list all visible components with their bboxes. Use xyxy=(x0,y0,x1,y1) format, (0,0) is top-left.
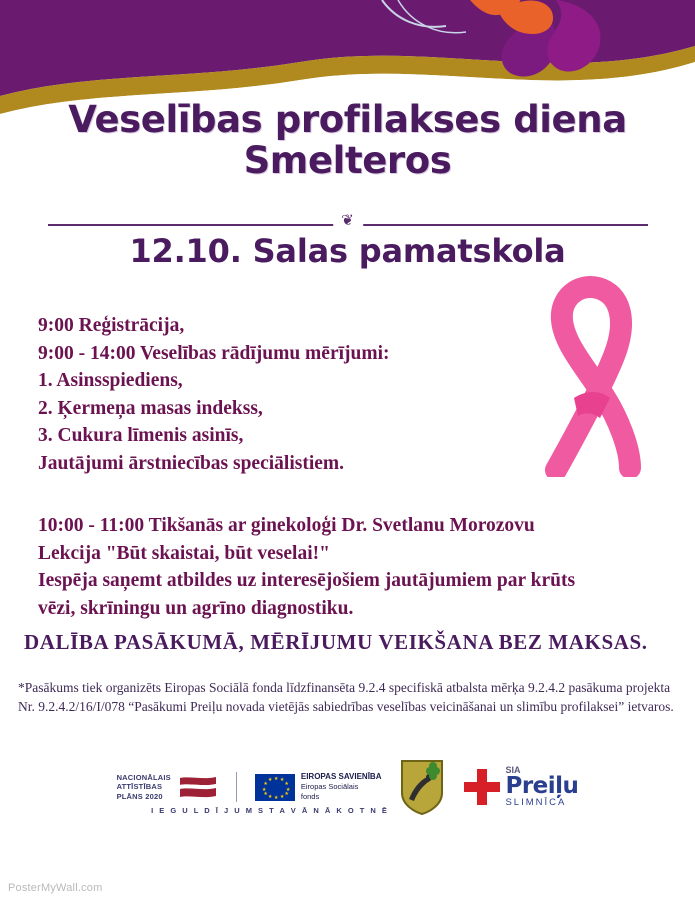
list-item: Iespēja saņemt atbildes uz interesējošiem jautājumiem par krūts xyxy=(38,570,576,591)
eu-line-3: fonds xyxy=(300,792,320,801)
lecture-block xyxy=(38,512,668,622)
hospital-logo xyxy=(463,766,578,808)
nap-line-1: NACIONĀLAIS xyxy=(116,772,171,782)
eu-flag-icon: ★ ★ ★ ★ ★ ★ ★ ★ ★ ★ ★ ★ xyxy=(255,774,295,801)
list-item: 1. Asinsspiediens, xyxy=(38,370,183,391)
hospital-name: Preiļu xyxy=(505,773,579,800)
subtitle: 12.10. Salas pamatskola xyxy=(129,232,566,270)
title-line-1: Veselības profilakses diena xyxy=(68,98,627,141)
nap-line-2: ATTĪSTĪBAS xyxy=(116,782,163,792)
list-item: Jautājumi ārstniecības speciālistiem. xyxy=(38,452,345,474)
hospital-sia: SIA xyxy=(505,765,521,776)
list-item: 9:00 Reģistrācija, xyxy=(38,315,185,336)
title-line-2: Smelteros xyxy=(243,138,452,182)
page-title xyxy=(0,100,695,181)
list-item: 3. Cukura līmenis asinīs, xyxy=(38,425,244,446)
list-item: 9:00 - 14:00 Veselības rādījumu mērījumi: xyxy=(38,342,390,364)
nap-logo-text xyxy=(117,773,171,802)
hospital-sub: SLIMNĪCA xyxy=(505,797,567,809)
eu-line-2: Eiropas Sociālais xyxy=(300,782,359,791)
eu-line-1: EIROPAS SAVIENĪBA xyxy=(300,772,382,781)
nap-line-3: PLĀNS 2020 xyxy=(116,791,163,801)
divider xyxy=(48,213,648,232)
list-item: 10:00 - 11:00 Tikšanās ar ginekoloģi Dr. Svetlanu Morozovu xyxy=(38,515,535,536)
eu-logo xyxy=(255,772,382,802)
list-item: 2. Ķermeņa masas indekss, xyxy=(38,397,263,419)
watermark: PosterMyWall.com xyxy=(8,882,103,894)
nap-logo xyxy=(117,773,218,802)
pink-ribbon-icon xyxy=(504,272,669,477)
hospital-logo-text xyxy=(505,766,578,808)
list-item: Lekcija "Būt skaistai, būt veselai!" xyxy=(38,542,330,564)
list-item: vēzi, skrīningu un agrīno diagnostiku. xyxy=(38,597,354,619)
municipal-crest-icon xyxy=(399,759,445,815)
program-list xyxy=(38,312,518,477)
free-participation-note: DALĪBA PASĀKUMĀ, MĒRĪJUMU VEIKŠANA BEZ MAKSAS. xyxy=(24,630,648,654)
nap-tagline: I E G U L D Ī J U M S T A V Ā N Ā K O T N Ē xyxy=(151,806,389,815)
latvia-flag-icon xyxy=(178,774,218,800)
ornament-icon: ❦ xyxy=(333,214,363,229)
funding-disclaimer: *Pasākums tiek organizēts Eiropas Sociālā fonda līdzfinansēta 9.2.4 specifiskā atbalsta mērķa 9.2.4.2 pasākuma projekta Nr. 9.2.4.2/16/I/078 “Pasākumi Preiļu novada vietējās sabiedrības veselības veicināšanai un slimību profilaksei” ietvaros. xyxy=(18,680,674,714)
red-cross-icon xyxy=(463,768,501,806)
eu-logo-text xyxy=(301,772,382,802)
logo-separator xyxy=(236,772,237,802)
